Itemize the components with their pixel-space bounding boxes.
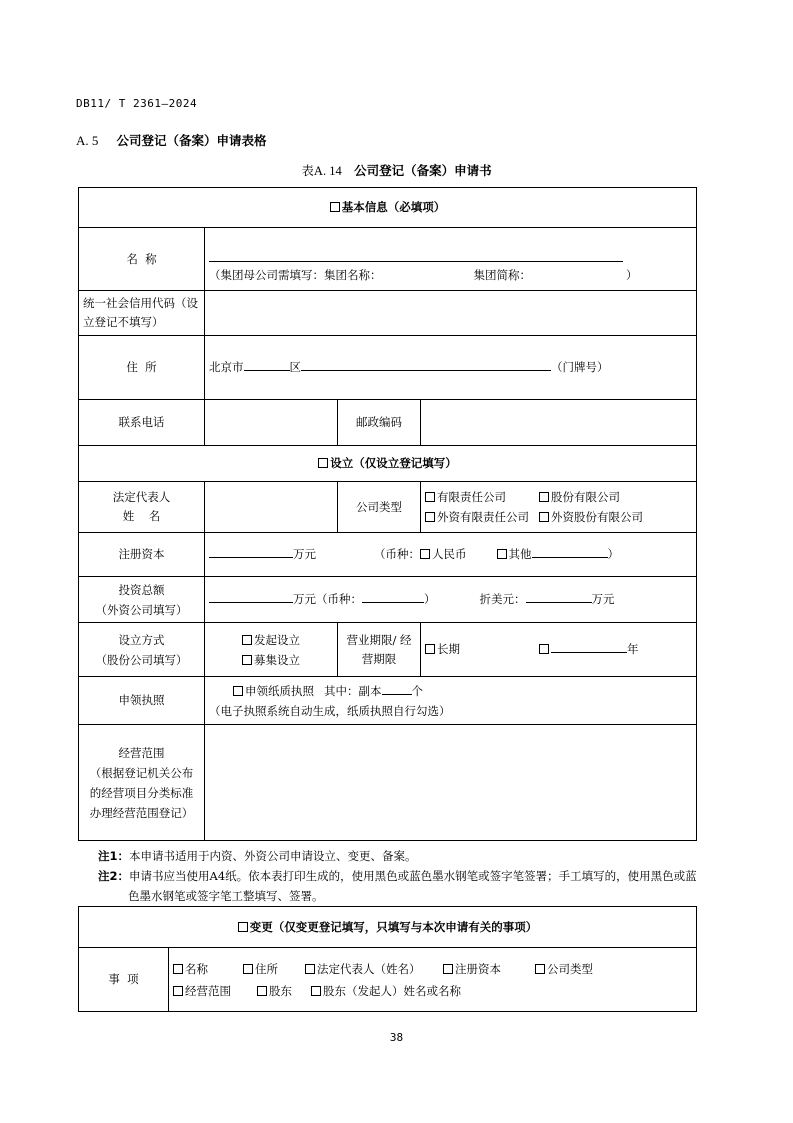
notes: [98, 846, 703, 906]
group-short-label: 集团简称：: [473, 267, 531, 282]
checkbox-icon[interactable]: [330, 202, 340, 212]
postcode-field[interactable]: [421, 400, 697, 446]
checkbox-icon[interactable]: [539, 512, 549, 522]
method-label: 设立方式 （股份公司填写）: [79, 623, 205, 677]
term-options: 长期 年: [421, 623, 697, 677]
checkbox-icon[interactable]: [243, 964, 253, 974]
items-label: 事 项: [79, 948, 169, 1012]
checkbox-icon[interactable]: [535, 964, 545, 974]
address-label: 住 所: [79, 336, 205, 400]
table-title: [0, 161, 793, 179]
setup-heading: 设立（仅设立登记填写）: [79, 446, 697, 482]
address-suffix: （门牌号）: [551, 360, 609, 374]
method-options: 发起设立 募集设立: [205, 623, 338, 677]
document-id: DB11/ T 2361—2024: [76, 97, 198, 110]
checkbox-icon[interactable]: [425, 492, 435, 502]
district-blank[interactable]: [244, 358, 290, 371]
street-blank[interactable]: [301, 358, 551, 371]
copies-blank[interactable]: [382, 682, 412, 695]
legal-rep-label: 法定代表人 姓 名: [79, 482, 205, 533]
checkbox-icon[interactable]: [425, 644, 435, 654]
license-field: 申领纸质执照 其中：副本 个 （电子执照系统自动生成，纸质执照自行勾选）: [205, 677, 697, 725]
phone-field[interactable]: [205, 400, 338, 446]
change-items: 名称 住所 法定代表人（姓名） 注册资本 公司类型 经营范围 股东 股东（发起人）姓名或名称: [169, 948, 697, 1012]
checkbox-icon[interactable]: [318, 458, 328, 468]
usd-blank[interactable]: [526, 590, 592, 603]
checkbox-icon[interactable]: [420, 549, 430, 559]
note-2: 注2：申请书应当使用A4纸。依本表打印生成的，使用黑色或蓝色墨水钢笔或签字笔签署；手工填写的，使用黑色或蓝色墨水钢笔或签字笔工整填写、签署。: [98, 869, 697, 903]
investment-field[interactable]: 万元（币种： ） 折美元： 万元: [205, 577, 697, 623]
checkbox-icon[interactable]: [173, 964, 183, 974]
name-label: 名 称: [79, 228, 205, 291]
currency-other-blank[interactable]: [532, 545, 608, 558]
address-field[interactable]: [205, 336, 697, 400]
address-district: 区: [289, 360, 301, 374]
investment-currency-blank[interactable]: [362, 590, 424, 603]
legal-rep-field[interactable]: [205, 482, 338, 533]
note-1: 注1：本申请书适用于内资、外资公司申请设立、变更、备案。: [98, 849, 417, 863]
checkbox-icon[interactable]: [425, 512, 435, 522]
investment-label: 投资总额 （外资公司填写）: [79, 577, 205, 623]
checkbox-icon[interactable]: [238, 922, 248, 932]
checkbox-icon[interactable]: [173, 986, 183, 996]
address-city: 北京市: [209, 360, 244, 374]
section-number: A. 5: [76, 133, 99, 148]
license-label: 申领执照: [79, 677, 205, 725]
checkbox-icon[interactable]: [497, 549, 507, 559]
checkbox-icon[interactable]: [242, 635, 252, 645]
capital-label: 注册资本: [79, 533, 205, 577]
company-type-label: 公司类型: [338, 482, 421, 533]
registration-form-table: [78, 187, 697, 841]
group-note-prefix: （集团母公司需填写：集团名称：: [209, 267, 382, 282]
scope-label: 经营范围 （根据登记机关公布 的经营项目分类标准 办理经营范围登记）: [79, 725, 205, 841]
scope-field[interactable]: [205, 725, 697, 841]
phone-label: 联系电话: [79, 400, 205, 446]
capital-blank[interactable]: [209, 545, 293, 558]
page-number: 38: [389, 1031, 404, 1044]
name-underline[interactable]: [209, 249, 623, 262]
term-years-blank[interactable]: [551, 640, 627, 653]
checkbox-icon[interactable]: [242, 655, 252, 665]
section-title: 公司登记（备案）申请表格: [116, 133, 267, 148]
term-label: 营业期限/ 经 营期限: [338, 623, 421, 677]
table-number: 表A. 14: [301, 164, 342, 178]
basic-info-heading: 基本信息（必填项）: [79, 188, 697, 228]
checkbox-icon[interactable]: [233, 686, 243, 696]
capital-field[interactable]: 万元 （币种： 人民币 其他 ）: [205, 533, 697, 577]
checkbox-icon[interactable]: [305, 964, 315, 974]
table-title-text: 公司登记（备案）申请书: [354, 163, 492, 178]
checkbox-icon[interactable]: [257, 986, 267, 996]
investment-blank[interactable]: [209, 590, 293, 603]
credit-code-field[interactable]: [205, 291, 697, 336]
checkbox-icon[interactable]: [443, 964, 453, 974]
checkbox-icon[interactable]: [539, 644, 549, 654]
change-heading: 变更（仅变更登记填写，只填写与本次申请有关的事项）: [79, 907, 697, 948]
checkbox-icon[interactable]: [539, 492, 549, 502]
company-type-options: 有限责任公司 股份有限公司 外资有限责任公司 外资股份有限公司: [421, 482, 697, 533]
name-field[interactable]: [205, 228, 697, 291]
credit-code-label: 统一社会信用代码（设立登记不填写）: [79, 291, 205, 336]
group-note-suffix: ）: [626, 267, 638, 282]
checkbox-icon[interactable]: [311, 986, 321, 996]
postcode-label: 邮政编码: [338, 400, 421, 446]
section-heading: [76, 131, 267, 149]
change-table: [78, 906, 697, 1012]
